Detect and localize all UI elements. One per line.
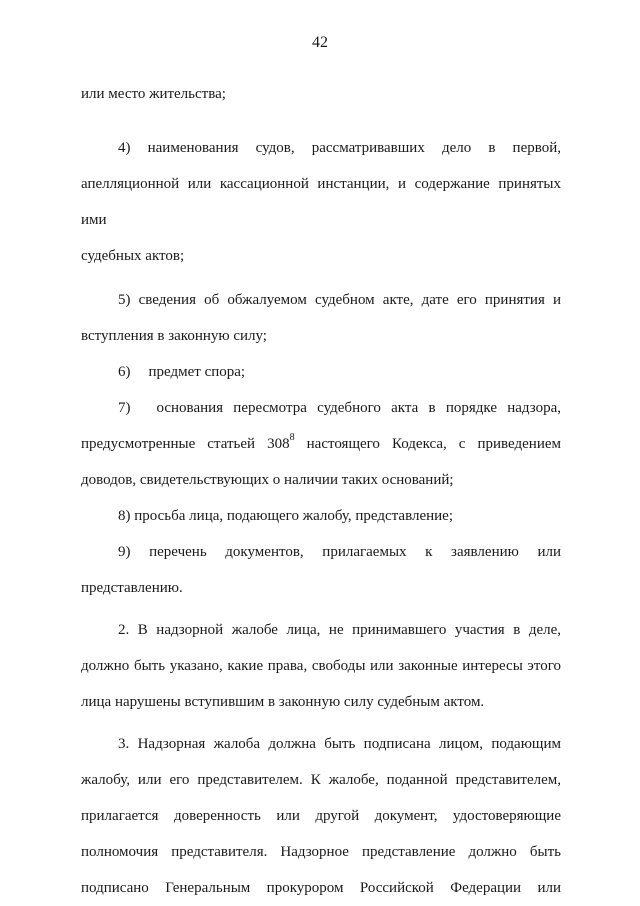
text-line: апелляционной или кассационной инстанции, и содержание принятых ими	[81, 176, 561, 228]
document-body	[81, 76, 561, 906]
text-line: лица нарушены вступившим в законную силу судебным актом.	[81, 694, 485, 710]
list-item-4	[81, 130, 561, 166]
text-line: 9) перечень документов, прилагаемых к заявлению или	[118, 544, 561, 560]
list-item-8	[81, 498, 561, 534]
text-line: полномочия представителя. Надзорное представление должно быть	[81, 844, 561, 860]
list-item-4-cont	[81, 166, 561, 238]
page-number: 42	[312, 34, 328, 51]
superscript: 8	[289, 432, 295, 443]
section-3	[81, 726, 561, 762]
section-2-cont	[81, 648, 561, 684]
text-line: предмет спора;	[148, 364, 246, 380]
text-line: основания пересмотра судебного акта в порядке надзора,	[156, 400, 561, 416]
text-line: прилагается доверенность или другой документ, удостоверяющие	[81, 808, 561, 824]
list-item-7-end	[81, 462, 561, 498]
list-item-6	[81, 354, 561, 390]
text-line: вступления в законную силу;	[81, 328, 267, 344]
text-line: предусмотренные статьей 308	[81, 436, 290, 452]
list-item-7	[81, 390, 561, 426]
text-line: 3. Надзорная жалоба должна быть подписана лицом, подающим	[118, 736, 561, 752]
section-3-cont	[81, 762, 561, 798]
section-3-cont	[81, 798, 561, 834]
list-item-9	[81, 534, 561, 570]
list-item-9-end	[81, 570, 561, 606]
text-line: подписано Генеральным прокурором Российской Федерации или	[81, 880, 561, 896]
section-2-end	[81, 684, 561, 720]
text-line: жалобу, или его представителем. К жалобе, поданной представителем,	[81, 772, 561, 788]
list-item-5	[81, 282, 561, 318]
text-line: 8) просьба лица, подающего жалобу, представление;	[118, 508, 453, 524]
paragraph-residence	[81, 76, 561, 112]
text-line: 2. В надзорной жалобе лица, не принимавшего участия в деле,	[118, 622, 561, 638]
text-line: представлению.	[81, 580, 183, 596]
list-item-4-end	[81, 238, 561, 274]
text-line: 5) сведения об обжалуемом судебном акте, дате его принятия и	[118, 292, 561, 308]
text-line: должно быть указано, какие права, свободы или законные интересы этого	[81, 658, 561, 674]
section-3-cont	[81, 870, 561, 906]
section-3-cont	[81, 834, 561, 870]
text-line: доводов, свидетельствующих о наличии таких оснований;	[81, 472, 454, 488]
text-line: или место жительства;	[81, 86, 226, 102]
item-number: 6)	[118, 364, 131, 380]
list-item-5-end	[81, 318, 561, 354]
text-line: настоящего Кодекса, с приведением	[294, 436, 561, 452]
list-item-7-cont	[81, 426, 561, 462]
section-2	[81, 612, 561, 648]
text-line: судебных актов;	[81, 248, 185, 264]
text-line: 4) наименования судов, рассматривавших дело в первой,	[118, 140, 561, 156]
item-number: 7)	[118, 400, 131, 416]
